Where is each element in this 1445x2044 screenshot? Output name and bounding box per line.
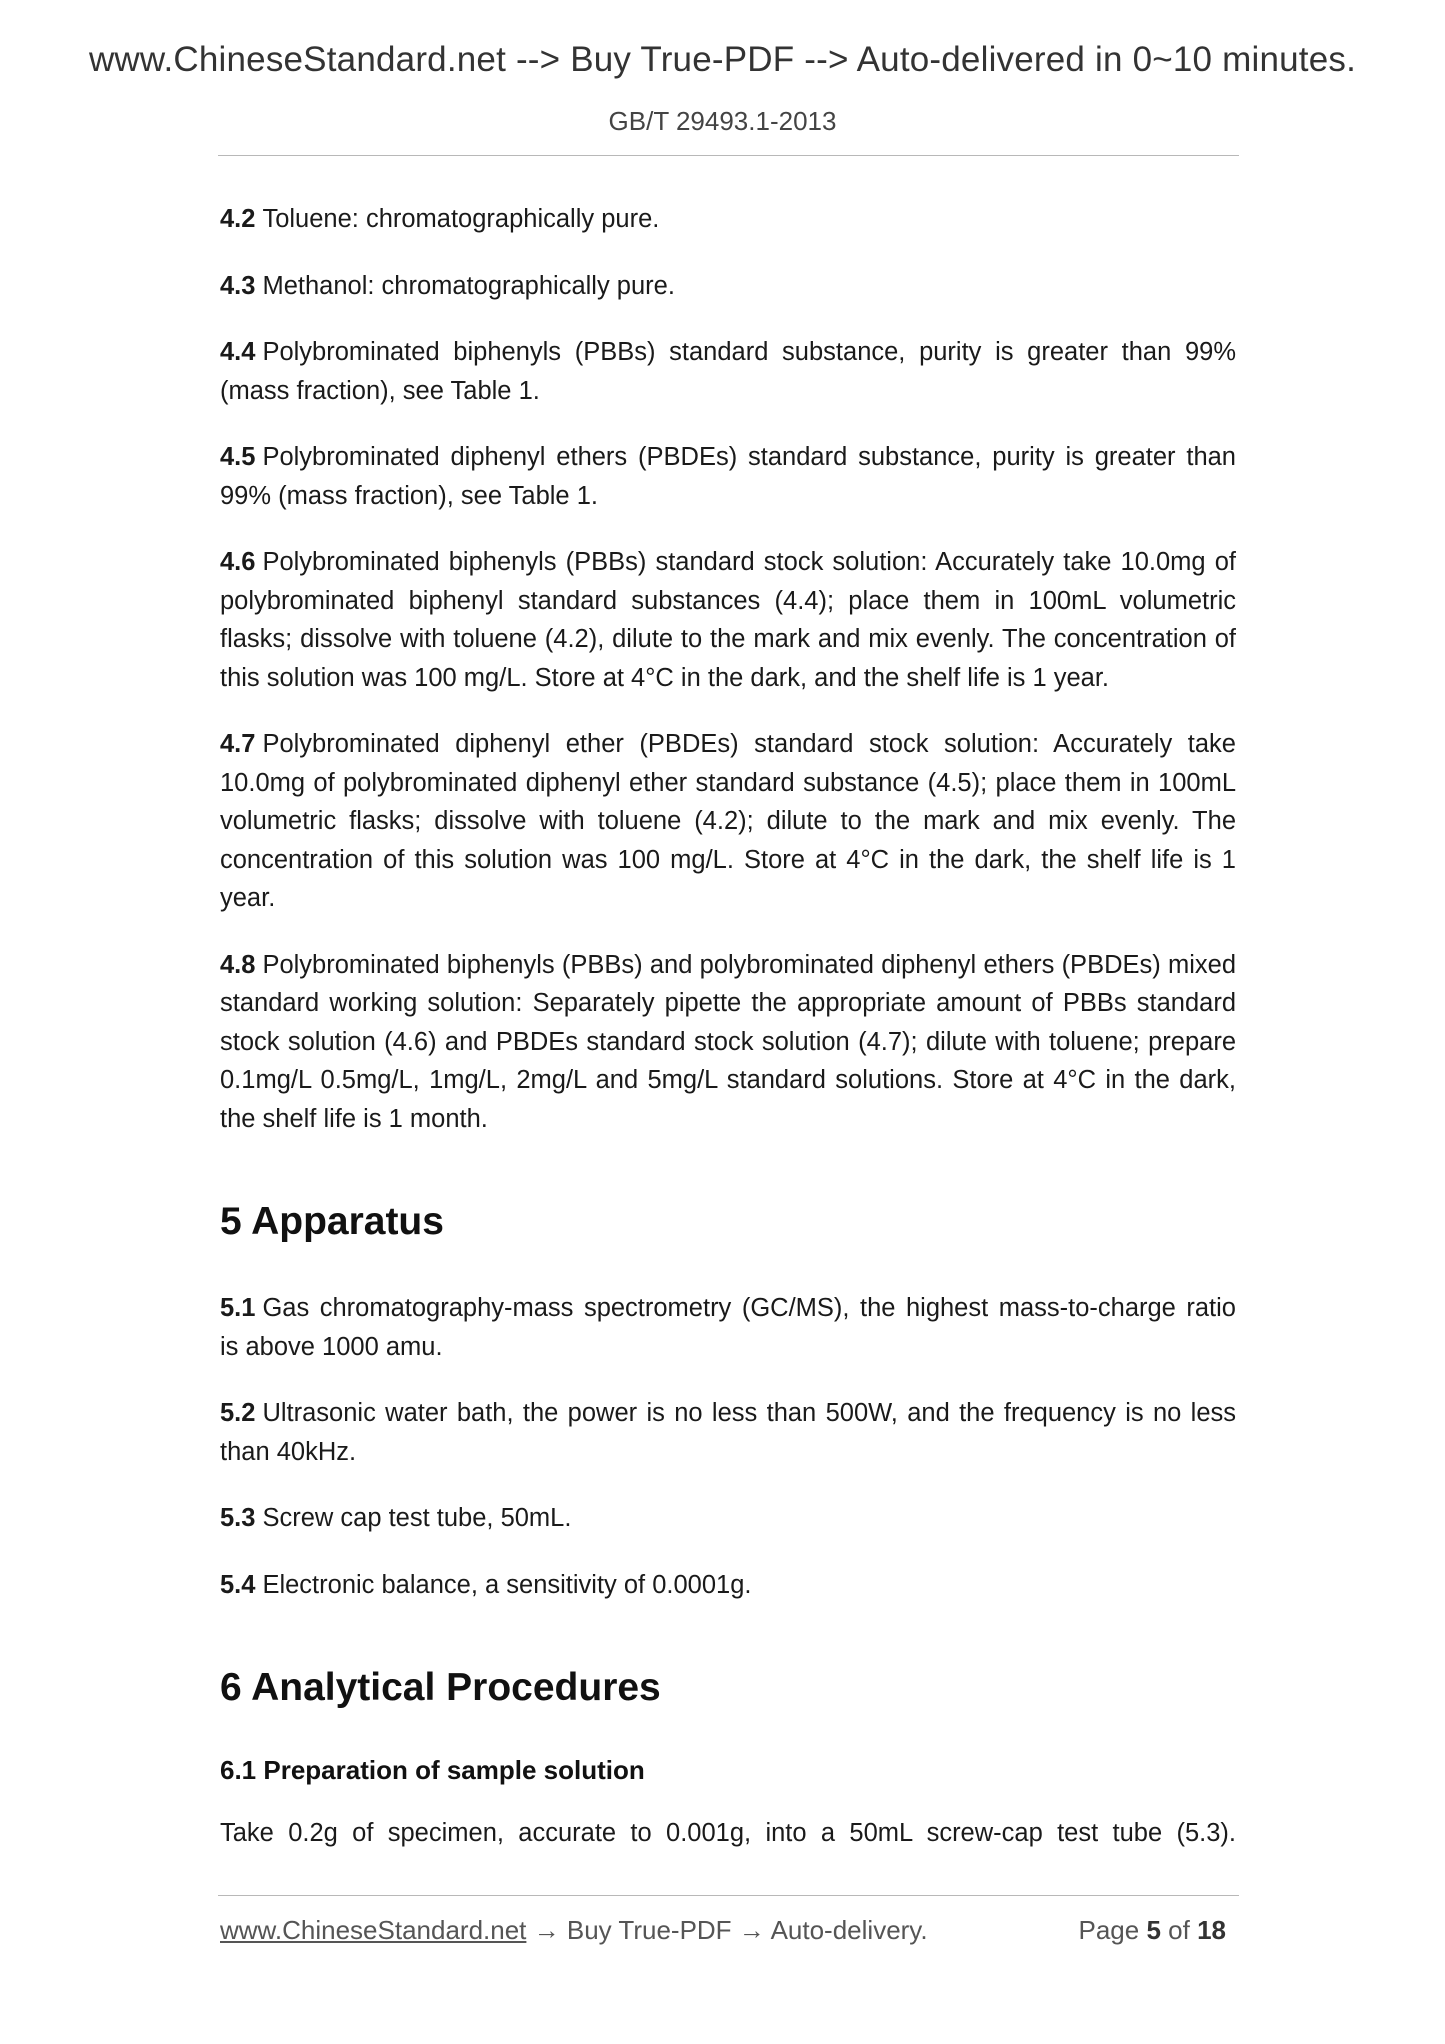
- document-body: [220, 200, 1236, 1881]
- clause-5-3: [220, 1499, 1236, 1538]
- section-6-heading: 6 Analytical Procedures: [220, 1666, 661, 1709]
- header-banner: www.ChineseStandard.net --> Buy True-PDF --> Auto-delivered in 0~10 minutes.: [88, 40, 1357, 79]
- clause-4-5: [220, 438, 1236, 515]
- clause-text: Toluene: chromatographically pure.: [262, 205, 660, 233]
- clause-text: Polybrominated biphenyls (PBBs) standard substance, purity is greater than 99% (mass fraction), see Table 1.: [220, 338, 1236, 405]
- page-of: of: [1168, 1915, 1190, 1945]
- clause-5-2: [220, 1394, 1236, 1471]
- clause-4-8: [220, 946, 1236, 1139]
- clause-text: Electronic balance, a sensitivity of 0.0001g.: [262, 1570, 752, 1599]
- clause-4-3: [220, 267, 1236, 306]
- clause-text: Methanol: chromatographically pure.: [262, 271, 675, 300]
- clause-text: Polybrominated biphenyls (PBBs) and polybrominated diphenyl ethers (PBDEs) mixed standard working solution: Separately pipette the appropriate amount of PBBs standard stock solution (4.6) and PBDEs standard stock solution (4.7); dilute with toluene; prepare 0.1mg/L 0.5mg/L, 1mg/L, 2mg/L and 5mg/L standard solutions. Store at 4°C in the dark, the shelf life is 1 month.: [220, 950, 1236, 1133]
- clause-number: 4.8: [220, 950, 256, 979]
- page-indicator: [1078, 1915, 1226, 1946]
- clause-4-4: [220, 333, 1236, 410]
- clause-number: 5.3: [220, 1504, 256, 1532]
- subsection-6-1-heading: 6.1 Preparation of sample solution: [220, 1755, 645, 1785]
- footer-promo: [220, 1915, 928, 1946]
- page-word: Page: [1078, 1915, 1140, 1945]
- clause-number: 4.4: [220, 338, 256, 366]
- clause-number: 5.4: [220, 1570, 256, 1599]
- clause-4-7: [220, 725, 1236, 918]
- clause-number: 4.2: [220, 205, 256, 233]
- page-total: 18: [1197, 1915, 1226, 1945]
- clause-text: Gas chromatography-mass spectrometry (GC/MS), the highest mass-to-charge ratio is above 1000 amu.: [220, 1294, 1236, 1361]
- clause-4-2: [220, 200, 1236, 239]
- footer-divider: [218, 1895, 1239, 1896]
- clause-text: Ultrasonic water bath, the power is no less than 500W, and the frequency is no less than 40kHz.: [220, 1399, 1236, 1466]
- clause-number: 4.7: [220, 730, 256, 758]
- clause-number: 4.3: [220, 271, 256, 300]
- clause-text: Polybrominated diphenyl ethers (PBDEs) standard substance, purity is greater than 99% (mass fraction), see Table 1.: [220, 443, 1236, 510]
- page-current: 5: [1146, 1915, 1161, 1945]
- clause-5-1: [220, 1289, 1236, 1366]
- clause-number: 4.6: [220, 548, 256, 576]
- standard-code: GB/T 29493.1-2013: [608, 106, 837, 136]
- section-5-heading: 5 Apparatus: [220, 1200, 444, 1243]
- clause-text: Polybrominated biphenyls (PBBs) standard stock solution: Accurately take 10.0mg of polybrominated biphenyl standard substances (4.4); place them in 100mL volumetric flasks; dissolve with toluene (4.2), dilute to the mark and mix evenly. The concentration of this solution was 100 mg/L. Store at 4°C in the dark, and the shelf life is 1 year.: [220, 548, 1236, 692]
- clause-number: 5.1: [220, 1294, 256, 1322]
- clause-number: 5.2: [220, 1399, 256, 1427]
- footer-site-link[interactable]: www.ChineseStandard.net: [220, 1915, 527, 1945]
- clause-4-6: [220, 543, 1236, 697]
- clause-5-4: [220, 1566, 1236, 1605]
- footer-nav-text: → Buy True-PDF → Auto-delivery.: [526, 1915, 928, 1945]
- header-divider: [218, 155, 1239, 156]
- clause-text: Polybrominated diphenyl ether (PBDEs) standard stock solution: Accurately take 10.0mg of polybrominated diphenyl ether standard substance (4.5); place them in 100mL volumetric flasks; dissolve with toluene (4.2); dilute to the mark and mix evenly. The concentration of this solution was 100 mg/L. Store at 4°C in the dark, the shelf life is 1 year.: [220, 730, 1236, 912]
- clause-number: 4.5: [220, 443, 256, 471]
- clause-text: Screw cap test tube, 50mL.: [262, 1504, 572, 1532]
- clause-6-1-text: Take 0.2g of specimen, accurate to 0.001g, into a 50mL screw-cap test tube (5.3).: [220, 1819, 1236, 1847]
